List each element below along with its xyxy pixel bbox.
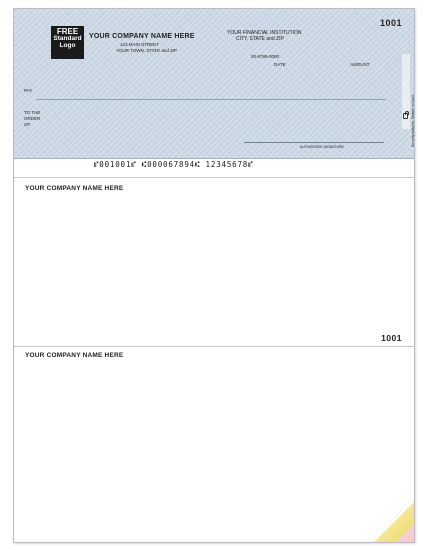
stub2-company-name: YOUR COMPANY NAME HERE [25,352,124,359]
micr-line: ⑈001001⑈ ⑆000067894⑆ 12345678⑈ [94,160,254,169]
perforation-line-2 [14,346,414,347]
logo-text-logo: Logo [59,41,76,49]
pay-label: PAY [24,88,33,93]
stub1-company-name: YOUR COMPANY NAME HERE [25,185,124,192]
bank-name: YOUR FINANCIAL INSTITUTION [227,30,302,36]
check-area [14,9,414,159]
padlock-icon [403,113,408,119]
amount-label: AMOUNT [350,62,370,67]
company-city: YOUR TOWN, STATE and ZIP [116,48,178,53]
company-logo [51,26,84,59]
check-number: 1001 [379,18,402,28]
routing-fraction: 00-6789-0000 [251,54,280,59]
signature-line [244,142,384,143]
order-label-line3: OF [24,121,31,127]
pay-line [36,99,386,100]
company-street: 123 MAIN STREET [120,42,160,47]
logo-text-free: FREE [56,27,79,36]
logo-text-standard: Standard [53,35,82,42]
check-form-sheet [13,8,415,543]
order-of-label [24,110,40,128]
security-features-text: Security features. Details on back. [411,94,415,148]
company-name: YOUR COMPANY NAME HERE [89,33,195,40]
order-label-line1: TO THE [24,110,41,115]
stub2-check-number: 1001 [381,333,402,343]
authorized-signature-label: AUTHORIZED SIGNATURE [300,145,344,149]
date-label: DATE [274,62,286,67]
order-label-line2: ORDER [24,115,41,121]
multipart-corner-curl [372,496,414,542]
bank-city: CITY, STATE and ZIP [236,36,284,42]
perforation-line-1 [14,177,414,178]
